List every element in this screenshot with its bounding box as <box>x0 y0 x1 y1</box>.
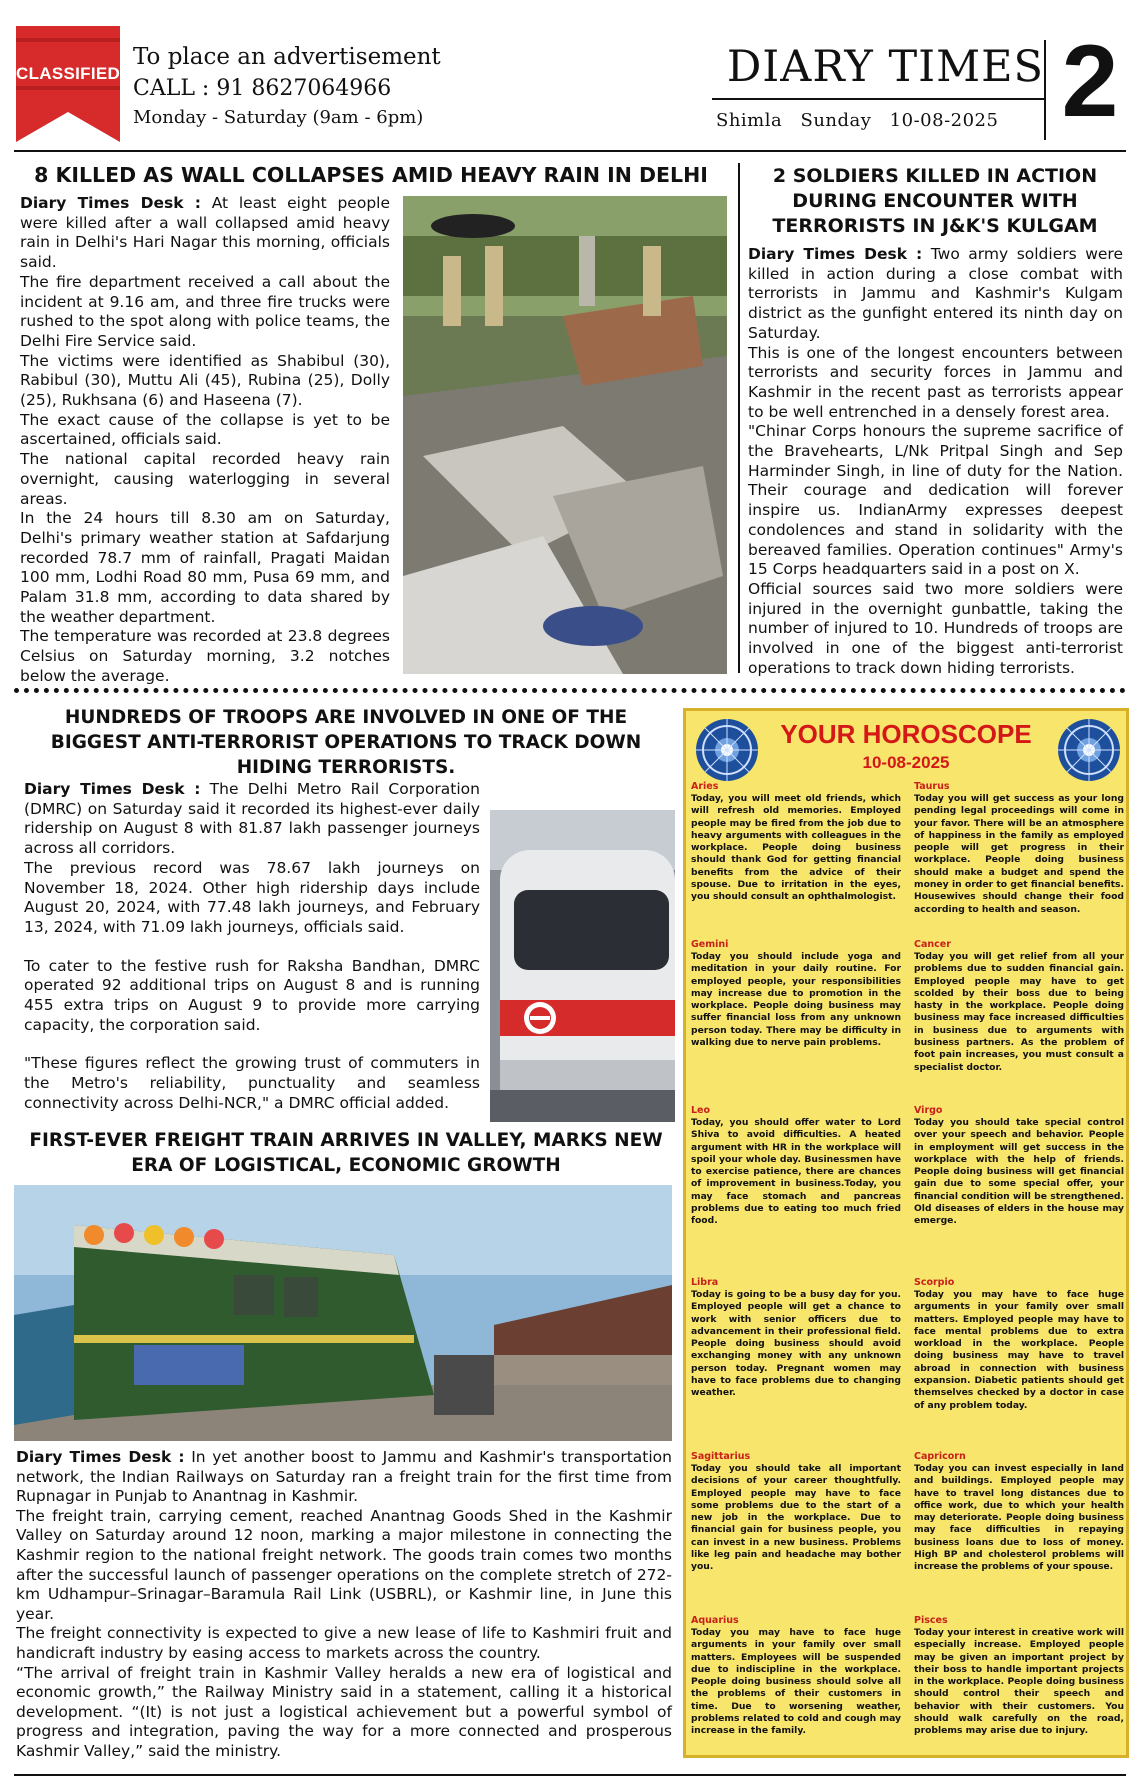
article4-byline: Diary Times Desk : <box>16 1448 185 1466</box>
dateline-city: Shimla <box>716 110 783 131</box>
sign-name: Capricorn <box>914 1451 966 1462</box>
sign-text: Today, you should offer water to Lord Shiva to avoid difficulties. A heated argument with HR in the workplace will spoil your whole day. Businessmen have to exercise patience, there are chances of improvement in business.Today, you may face stomach and pancreas problems due to eating too much fried food. <box>691 1117 901 1227</box>
brand-rule <box>712 98 1044 100</box>
sign-name: Aquarius <box>691 1615 739 1626</box>
sign-name: Pisces <box>914 1615 948 1626</box>
article1-paragraph: The national capital recorded heavy rain overnight, causing waterlogging in several areas. <box>20 450 390 508</box>
sign-text: Today is going to be a busy day for you. Employed people will get a chance to work with senior officers due to advancement in their professional field. People doing business should avoid exchanging money with any unknown person today. Pregnant women may have to face problems due to changing weather. <box>691 1289 901 1399</box>
sign-capricorn <box>914 1451 1124 1574</box>
sign-name: Scorpio <box>914 1277 955 1288</box>
classified-label: CLASSIFIED <box>16 64 121 83</box>
masthead-divider <box>1044 40 1046 140</box>
section-divider-dotted <box>14 688 1126 693</box>
sign-scorpio <box>914 1277 1124 1412</box>
article2-paragraph: Diary Times Desk : Two army soldiers were killed in action during a close combat with terrorists in Jammu and Kashmir's Kulgam district as the gunfight entered its ninth day on Saturday. <box>748 245 1123 342</box>
wall-collapse-photo <box>403 196 727 674</box>
advert-heading: To place an advertisement <box>133 44 441 70</box>
article4-paragraph: “The arrival of freight train in Kashmir Valley heralds a new era of logistical and economic growth,” the Railway Ministry said in a statement, calling it a historical development. “(It) is not just a logistical achievement but a powerful symbol of progress and integration, paving the way for a more connected and prosperous Kashmir Valley,” said the ministry. <box>16 1663 672 1760</box>
sign-aquarius <box>691 1615 901 1738</box>
article1-paragraph: The temperature was recorded at 23.8 degrees Celsius on Saturday morning, 3.2 notches below the average. <box>20 627 390 685</box>
sign-name: Sagittarius <box>691 1451 751 1462</box>
article3-paragraph: Diary Times Desk : The Delhi Metro Rail Corporation (DMRC) on Saturday said it recorded its highest-ever daily ridership on August 8 with 81.87 lakh passenger journeys across all corridors. <box>24 780 480 858</box>
article1-paragraph: The victims were identified as Shabibul (30), Rabibul (30), Muttu Ali (45), Rubina (25), Dolly (25), Rukhsana (6) and Haseena (7). <box>20 351 390 410</box>
advert-phone: CALL : 91 8627064966 <box>133 76 392 101</box>
dateline <box>712 110 1044 131</box>
article3-paragraph: "These figures reflect the growing trust of commuters in the Metro's reliability, punctuality and seamless connectivity across Delhi-NCR," a DMRC official added. <box>24 1054 480 1112</box>
article3-body <box>24 780 480 1114</box>
freight-train-photo <box>14 1185 672 1441</box>
advert-hours: Monday - Saturday (9am - 6pm) <box>133 107 424 128</box>
article1-paragraph: In the 24 hours till 8.30 am on Saturday, Delhi's primary weather station at Safdarjung recorded 78.7 mm of rainfall, Pragati Maidan 100 mm, Lodhi Road 80 mm, Pusa 69 mm, and Palam 31.8 mm, according to data shared by the weather department. <box>20 509 390 626</box>
sign-text: Today you can invest especially in land and buildings. Employed people may have to travel long distances due to office work, due to which your health may deteriorate. People doing business may face difficulties in repaying business loans due to loss of money. High BP and cholesterol problems will increase the problems of your spouse. <box>914 1463 1124 1573</box>
sign-libra <box>691 1277 901 1400</box>
article1-paragraph: Diary Times Desk : At least eight people were killed after a wall collapsed amid heavy rain in Delhi's Hari Nagar this morning, officials said. <box>20 194 391 272</box>
masthead <box>0 0 1140 150</box>
horoscope-title: YOUR HOROSCOPE <box>780 719 1032 749</box>
article2-headline: 2 SOLDIERS KILLED IN ACTION DURING ENCOUNTER WITH TERRORISTS IN J&K'S KULGAM <box>772 165 1098 237</box>
article4-headline: FIRST-EVER FREIGHT TRAIN ARRIVES IN VALLEY, MARKS NEW ERA OF LOGISTICAL, ECONOMIC GROWTH <box>29 1130 663 1176</box>
sign-name: Cancer <box>914 939 951 950</box>
dateline-date: 10-08-2025 <box>889 110 999 131</box>
horoscope-date: 10-08-2025 <box>862 753 950 772</box>
sign-name: Leo <box>691 1105 711 1116</box>
sign-text: Today you may have to face huge arguments in your family over small matters. Employees will be suspended due to indiscipline in the workplace. People doing business should solve all the problems of their customers in time. Due to worsening weather, problems related to cold and cough may increase in the family. <box>691 1627 901 1737</box>
sign-aries <box>691 781 901 904</box>
sign-text: Today you should include yoga and meditation in your daily routine. For employed people, your responsibilities may increase due to promotion in the workplace. People doing business may suffer financial loss from any unknown person today. There may be difficulty in walking due to nerve pain problems. <box>691 951 901 1049</box>
classified-ribbon <box>16 26 120 142</box>
sign-cancer <box>914 939 1124 1074</box>
page-number: 2 <box>1061 24 1119 138</box>
ribbon-banner-icon <box>16 26 120 142</box>
sign-name: Virgo <box>914 1105 943 1116</box>
sign-sagittarius <box>691 1451 901 1574</box>
sign-taurus <box>914 781 1124 916</box>
sign-text: Today you should take special control over your speech and behavior. People in employment will get success in the workplace with the help of friends. People doing business will get financial gain due to some special offer, your financial condition will be strengthened. Old diseases of elders in the house may emerge. <box>914 1117 1124 1227</box>
dateline-day: Sunday <box>800 110 872 131</box>
metro-train-photo <box>490 810 675 1122</box>
column-divider <box>738 163 740 673</box>
sign-name: Gemini <box>691 939 729 950</box>
article4-paragraph: The freight connectivity is expected to give a new lease of life to Kashmiri fruit and handicraft industry by easing access to markets across the country. <box>16 1624 672 1662</box>
article2-body <box>748 245 1123 678</box>
advertisement-contact <box>133 44 441 128</box>
article4-paragraph: Diary Times Desk : In yet another boost to Jammu and Kashmir's transportation network, the Indian Railways on Saturday ran a freight train for the first time from Rupnagar in Punjab to Anantnag in Kashmir. <box>16 1448 672 1506</box>
sign-text: Today you should take all important decisions of your career thoughtfully. Employed people may have to face some problems due to the start of a new job in the workplace. Due to financial gain for business people, you can invest in a new business. Problems like leg pain and headache may bother you. <box>691 1463 901 1573</box>
sign-text: Today you will get success as your long pending legal proceedings will come in your favor. There will be an atmosphere of happiness in the family as employed people will get progress in their workplace. People doing business should make a budget and spend the money in order to get financial benefits. Housewives should change their food according to health and season. <box>914 793 1124 915</box>
article4-body <box>16 1448 672 1762</box>
sign-name: Libra <box>691 1277 719 1288</box>
article3-byline: Diary Times Desk : <box>24 780 201 798</box>
article1-byline: Diary Times Desk : <box>20 194 201 212</box>
sign-text: Today you may have to face huge arguments in your family over small matters. Employed people may have to face mental problems due to extra workload in the workplace. People doing business may have to travel abroad in connection with business expansion. Diabetic patients should get themselves checked by a doctor in case of any problem today. <box>914 1289 1124 1411</box>
article3-paragraph: To cater to the festive rush for Raksha Bandhan, DMRC operated 92 additional trips on August 8 and is running 455 extra trips on August 9 to provide more carrying capacity, the corporation said. <box>24 956 480 1034</box>
sign-leo <box>691 1105 901 1228</box>
article3-paragraph: The previous record was 78.67 lakh journeys on November 18, 2024. Other high ridership days include August 20, 2024, with 77.48 lakh journeys, and February 13, 2024, with 71.09 lakh journeys, officials said. <box>24 858 480 936</box>
masthead-rule <box>14 150 1126 152</box>
article2-paragraph: "Chinar Corps honours the supreme sacrifice of the Bravehearts, L/Nk Pritpal Singh and Sep Harminder Singh, in line of duty for the Nation. Their courage and dedication will forever inspire us. IndianArmy expresses deepest condolences and stand in solidarity with the bereaved families. Operation continues" Army's 15 Corps headquarters said in a post on X. <box>748 422 1123 579</box>
article1-paragraph: The fire department received a call about the incident at 9.16 am, and three fire trucks were rushed to the spot along with police teams, the Delhi Fire Service said. <box>20 272 390 350</box>
sign-virgo <box>914 1105 1124 1228</box>
paper-brand <box>712 42 1044 131</box>
article4-paragraph: The freight train, carrying cement, reached Anantnag Goods Shed in the Kashmir Valley on Saturday around 12 noon, marking a major milestone in connecting the Kashmir region to the national freight network. The goods train comes two months after the successful launch of passenger operations on the complete stretch of 272-km Udhampur–Srinagar–Baramula Rail Link (USBRL), or Kashmir line, in June this year. <box>16 1506 672 1623</box>
article2-paragraph: This is one of the longest encounters between terrorists and security forces in Jammu and Kashmir in the recent past as terrorists appear to be well entrenched in a densely forest area. <box>748 343 1123 421</box>
sign-gemini <box>691 939 901 1049</box>
sign-text: Today you will get relief from all your problems due to sudden financial gain. Employed people may have to get scolded by their boss due to being hasty in the workplace. People doing business may face increased difficulties in business due to arguments with business partners. As the problem of foot pain increases, you must consult a specialist doctor. <box>914 951 1124 1073</box>
sign-text: Today your interest in creative work will especially increase. Employed people may be given an important project by their boss to handle important projects in the workplace. People doing business should control their speech and behavior with their customers. You should walk carefully on the road, problems may arise due to injury. <box>914 1627 1124 1737</box>
sign-name: Taurus <box>914 781 950 792</box>
horoscope-panel <box>683 708 1129 1758</box>
article1-headline: 8 KILLED AS WALL COLLAPSES AMID HEAVY RAIN IN DELHI <box>34 163 708 187</box>
sign-text: Today, you will meet old friends, which will refresh old memories. Employed people may be fired from the job due to heavy arguments with colleagues in the workplace. People doing business should thank God for getting financial benefits from the advice of their spouse. Due to irritation in the eyes, you should consult an ophthalmologist. <box>691 793 901 903</box>
sign-pisces <box>914 1615 1124 1738</box>
sign-name: Aries <box>691 781 719 792</box>
article1-body <box>20 194 390 687</box>
paper-name: DIARY TIMES <box>726 42 1044 92</box>
page-bottom-rule <box>14 1774 1126 1776</box>
article1-paragraph: The exact cause of the collapse is yet to be ascertained, officials said. <box>20 410 390 449</box>
article3-headline: HUNDREDS OF TROOPS ARE INVOLVED IN ONE OF THE BIGGEST ANTI-TERRORIST OPERATIONS TO TRACK DOWN HIDING TERRORISTS. <box>50 707 642 778</box>
article2-byline: Diary Times Desk : <box>748 245 923 263</box>
article2-paragraph: Official sources said two more soldiers were injured in the overnight gunbattle, taking the number of injured to 10. Hundreds of troops are involved in one of the biggest anti-terrorist operations to track down hiding terrorists. <box>748 579 1123 677</box>
